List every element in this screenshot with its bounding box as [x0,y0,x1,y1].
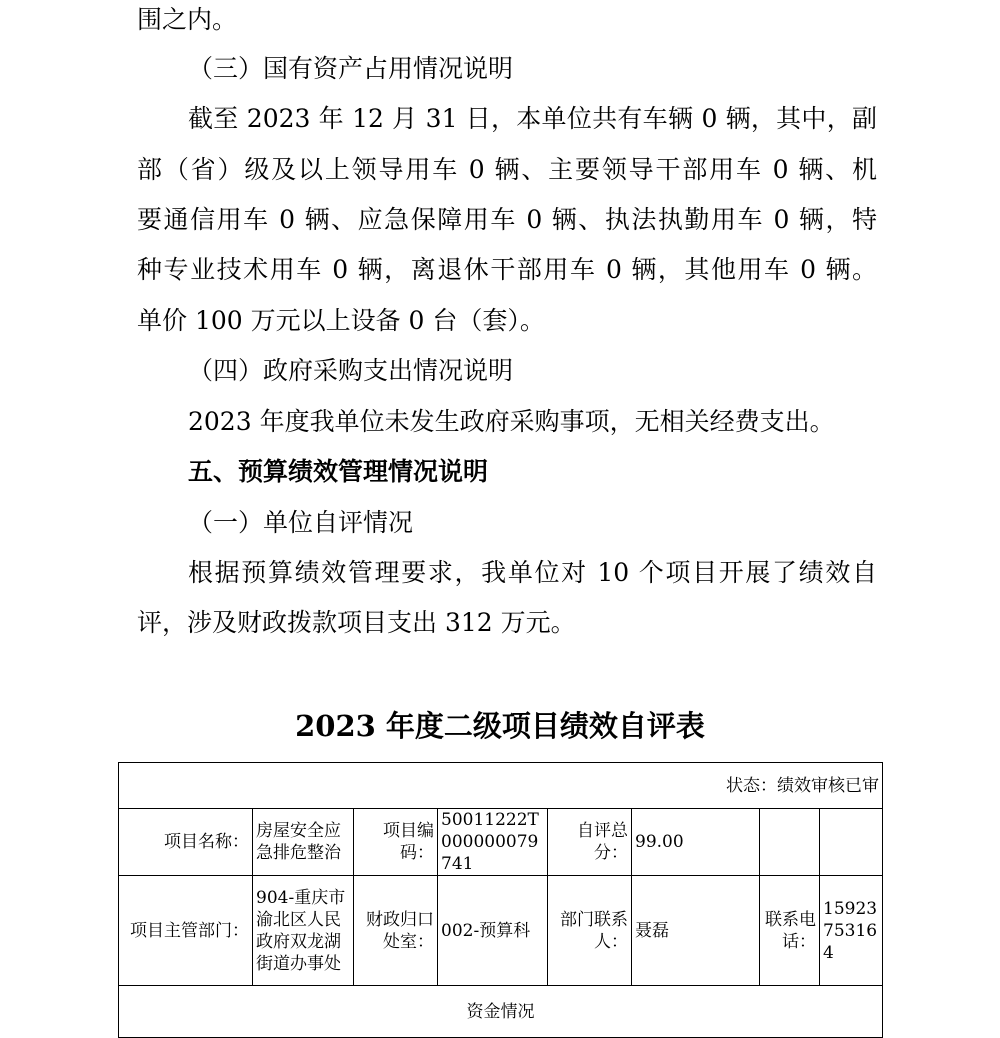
paragraph-line: 单价 100 万元以上设备 0 台（套）。 [137,306,545,335]
label-contact: 部门联系人： [548,876,632,986]
paragraph-line: 根据预算绩效管理要求，我单位对 10 个项目开展了绩效自 [188,558,877,587]
contact-person: 聂磊 [632,876,760,986]
paragraph-line: 围之内。 [137,5,238,34]
self-score: 99.00 [632,809,760,876]
label-self-score: 自评总分： [548,809,632,876]
project-code: 50011222T000000079741 [438,809,548,876]
project-name: 房屋安全应急排危整治 [253,809,354,876]
table-title: 2023 年度二级项目绩效自评表 [295,709,705,743]
label-finance-office: 财政归口处室： [354,876,438,986]
paragraph-line: 2023 年度我单位未发生政府采购事项，无相关经费支出。 [188,407,835,436]
paragraph-line: 评，涉及财政拨款项目支出 312 万元。 [137,608,576,637]
contact-phone: 15923753164 [820,876,883,986]
section-heading-1: （一）单位自评情况 [188,508,414,537]
empty-cell [760,809,820,876]
finance-office: 002-预算科 [438,876,548,986]
funding-section-header: 资金情况 [119,986,883,1038]
label-project-code: 项目编码： [354,809,438,876]
self-evaluation-table [118,762,883,1038]
section-heading-3: （三）国有资产占用情况说明 [188,54,514,83]
paragraph-line: 种专业技术用车 0 辆，离退休干部用车 0 辆，其他用车 0 辆。 [137,255,877,284]
label-department: 项目主管部门： [119,876,253,986]
label-project-name: 项目名称： [119,809,253,876]
status-cell: 状态：绩效审核已审 [119,763,883,809]
paragraph-line: 要通信用车 0 辆、应急保障用车 0 辆、执法执勤用车 0 辆，特 [137,205,877,234]
paragraph-line: 部（省）级及以上领导用车 0 辆、主要领导干部用车 0 辆、机 [137,155,877,184]
empty-cell [820,809,883,876]
label-phone: 联系电话： [760,876,820,986]
paragraph-line: 截至 2023 年 12 月 31 日，本单位共有车辆 0 辆，其中，副 [188,104,877,133]
department: 904-重庆市渝北区人民政府双龙湖街道办事处 [253,876,354,986]
chapter-heading-5: 五、预算绩效管理情况说明 [188,457,489,486]
section-heading-4: （四）政府采购支出情况说明 [188,356,514,385]
